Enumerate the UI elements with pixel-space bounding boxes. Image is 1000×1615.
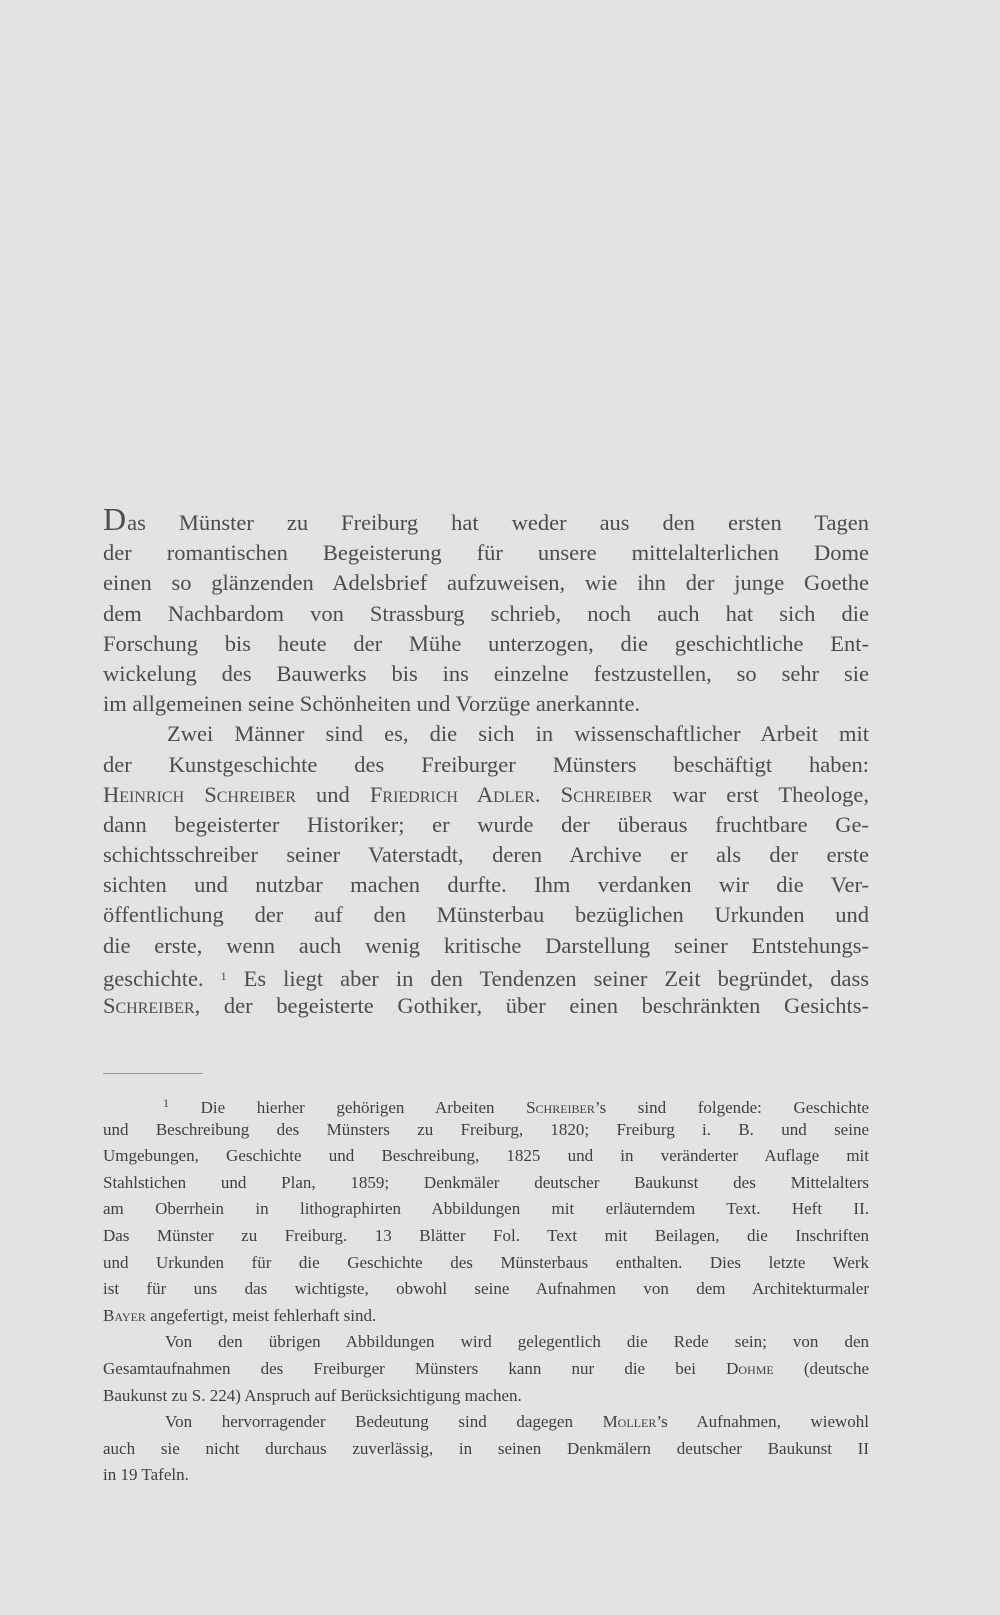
text-line: der Kunstgeschichte des Freiburger Münsters beschäftigt haben: [103, 751, 869, 777]
text-line: Forschung bis heute der Mühe unterzogen, die geschichtliche Ent- [103, 630, 869, 656]
footnotes [103, 1090, 869, 1489]
footnote-divider [103, 1073, 203, 1074]
footnote-line: Das Münster zu Freiburg. 13 Blätter Fol. Text mit Beilagen, die Inschriften [103, 1225, 869, 1245]
footnote-line: Stahlstichen und Plan, 1859; Denkmäler deutscher Baukunst des Mittelalters [103, 1172, 869, 1192]
text-line: Zwei Männer sind es, die sich in wissenschaftlicher Arbeit mit [167, 721, 869, 747]
text-line: die erste, wenn auch wenig kritische Darstellung seiner Entstehungs- [103, 932, 869, 958]
main-text [103, 501, 870, 1021]
footnote-line: Baukunst zu S. 224) Anspruch auf Berücksichtigung machen. [103, 1385, 522, 1405]
footnote-line: Von den übrigen Abbildungen wird gelegentlich die Rede sein; von den [165, 1332, 869, 1352]
author-name: Dohme [726, 1358, 774, 1378]
footnote-line: auch sie nicht durchaus zuverlässig, in seinen Denkmälern deutscher Baukunst II [103, 1438, 869, 1458]
footnote-marker: 1 [220, 968, 227, 983]
footnote-line: Von hervorragender Bedeutung sind dagegen Moller’s Aufnahmen, wiewohl [165, 1412, 869, 1432]
footnote-line: Umgebungen, Geschichte und Beschreibung, 1825 und in veränderter Auflage mit [103, 1146, 869, 1166]
text-line: der romantischen Begeisterung für unsere mittelalterlichen Dome [103, 540, 869, 566]
text-line: Schreiber, der begeisterte Gothiker, über einen beschränkten Gesichts- [103, 993, 869, 1018]
drop-cap: D [103, 501, 127, 537]
footnote-line: in 19 Tafeln. [103, 1465, 189, 1485]
text-line: einen so glänzenden Adelsbrief aufzuweisen, wie ihn der junge Goethe [103, 570, 869, 596]
footnote-line: Gesamtaufnahmen des Freiburger Münsters kann nur die bei Dohme (deutsche [103, 1358, 870, 1378]
text-line: öffentlichung der auf den Münsterbau bezüglichen Urkunden und [103, 902, 869, 928]
footnote-number: 1 [163, 1096, 169, 1110]
author-name: Heinrich Schreiber [103, 781, 296, 807]
text-line: dann begeisterter Historiker; er wurde der überaus fruchtbare Ge- [103, 811, 869, 837]
text-line: geschichte. $^1$ Es liegt aber in den Tendenzen seiner Zeit begründet, dass [103, 965, 869, 991]
author-name: Moller [602, 1412, 657, 1432]
text-line: wickelung des Bauwerks bis ins einzelne festzustellen, so sehr sie [103, 660, 869, 686]
author-name: Friedrich Adler [369, 781, 535, 807]
footnote-line: Bayer angefertigt, meist fehlerhaft sind. [103, 1305, 377, 1325]
footnote-line: ist für uns das wichtigste, obwohl seine Aufnahmen von dem Architekturmaler [103, 1279, 869, 1299]
author-name: Schreiber [526, 1098, 595, 1117]
text-line: Das Münster zu Freiburg hat weder aus den ersten Tagen [103, 501, 869, 537]
author-name: Bayer [103, 1305, 146, 1325]
text-line: schichtsschreiber seiner Vaterstadt, deren Archive er als der erste [103, 842, 869, 868]
text-line: dem Nachbardom von Strassburg schrieb, noch auch hat sich die [103, 600, 869, 626]
author-name: Schreiber [560, 781, 653, 807]
footnote-line: und Urkunden für die Geschichte des Münsterbaus enthalten. Dies letzte Werk [103, 1252, 869, 1272]
footnote-line: am Oberrhein in lithographirten Abbildungen mit erläuterndem Text. Heft II. [103, 1199, 869, 1219]
author-name: Schreiber [103, 993, 195, 1018]
footnote-line: $^1$ Die hierher gehörigen Arbeiten Schreiber’s sind folgende: Geschichte [163, 1096, 869, 1117]
text-line: im allgemeinen seine Schönheiten und Vorzüge anerkannte. [103, 691, 641, 717]
text-line: Heinrich Schreiber und Friedrich Adler. Schreiber war erst Theologe, [103, 781, 870, 807]
footnote-line: und Beschreibung des Münsters zu Freiburg, 1820; Freiburg i. B. und seine [103, 1119, 869, 1139]
text-line: sichten und nutzbar machen durfte. Ihm verdanken wir die Ver- [103, 872, 869, 898]
